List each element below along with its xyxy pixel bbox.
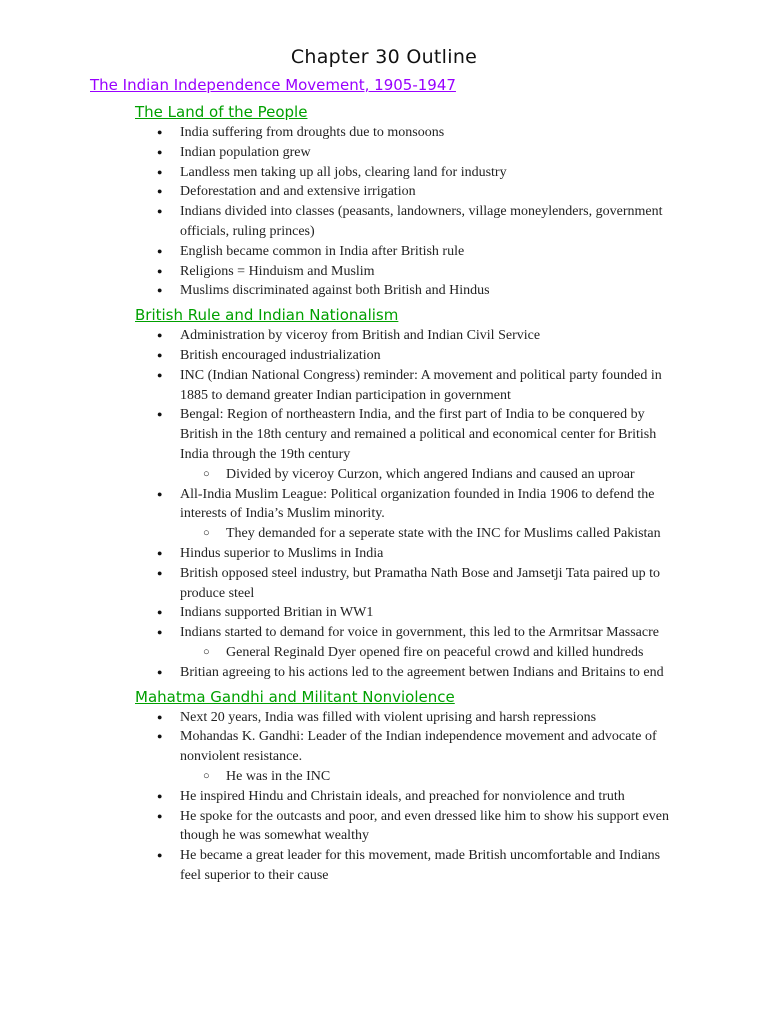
section-heading: Mahatma Gandhi and Militant Nonviolence <box>135 687 455 706</box>
section-heading: British Rule and Indian Nationalism <box>135 306 399 325</box>
list-item: ● English became common in India after British rule <box>180 242 680 262</box>
bullet-list <box>0 708 768 886</box>
section-heading: The Land of the People <box>135 103 308 121</box>
list-item: ● Religions = Hinduism and Muslim <box>180 262 680 282</box>
list-item: ● Hindus superior to Muslims in India <box>180 544 680 564</box>
sub-list-item: ○ They demanded for a seperate state with the INC for Muslims called Pakistan <box>226 524 686 544</box>
bullet-list <box>0 326 768 682</box>
list-item: ● British encouraged industrialization <box>180 346 680 366</box>
sub-list-item: ○ He was in the INC <box>226 767 686 787</box>
list-item: ● Indians started to demand for voice in government, this led to the Armritsar Massacre <box>180 623 680 643</box>
section-gandhi <box>0 686 768 886</box>
list-item: ● All-India Muslim League: Political organization founded in India 1906 to defend the interests of India’s Muslim minority. <box>180 485 680 525</box>
list-item: ● Muslims discriminated against both British and Hindus <box>180 281 680 301</box>
list-item: ● Indians supported Britian in WW1 <box>180 603 680 623</box>
list-item: ● Mohandas K. Gandhi: Leader of the Indian independence movement and advocate of nonviolent resistance. <box>180 727 680 767</box>
list-item: ● He became a great leader for this movement, made British uncomfortable and Indians feel superior to their cause <box>180 846 680 886</box>
list-item: ● INC (Indian National Congress) reminder: A movement and political party founded in 1885 to demand greater Indian participation in government <box>180 366 680 406</box>
sub-list-item: ○ Divided by viceroy Curzon, which angered Indians and caused an uproar <box>226 465 686 485</box>
section-british-rule <box>0 304 768 682</box>
bullet-list <box>0 123 768 301</box>
sub-list-item: ○ General Reginald Dyer opened fire on peaceful crowd and killed hundreds <box>226 643 686 663</box>
main-heading: The Indian Independence Movement, 1905-1947 <box>90 76 456 94</box>
list-item: ● He spoke for the outcasts and poor, and even dressed like him to show his support even though he was somewhat wealthy <box>180 807 680 847</box>
list-item: ● Bengal: Region of northeastern India, and the first part of India to be conquered by British in the 18th century and remained a political and economical center for British India through the 19th century <box>180 405 680 464</box>
list-item: ● Landless men taking up all jobs, clearing land for industry <box>180 163 680 183</box>
list-item: ● Britian agreeing to his actions led to the agreement betwen Indians and Britains to end <box>180 663 680 683</box>
list-item: ● Indian population grew <box>180 143 680 163</box>
list-item: ● Indians divided into classes (peasants, landowners, village moneylenders, government officials, ruling princes) <box>180 202 680 242</box>
list-item: ● Administration by viceroy from British and Indian Civil Service <box>180 326 680 346</box>
list-item: ● He inspired Hindu and Christain ideals, and preached for nonviolence and truth <box>180 787 680 807</box>
list-item: ● British opposed steel industry, but Pramatha Nath Bose and Jamsetji Tata paired up to produce steel <box>180 564 680 604</box>
list-item: ● Next 20 years, India was filled with violent uprising and harsh repressions <box>180 708 680 728</box>
section-land-of-the-people <box>0 101 768 301</box>
list-item: ● India suffering from droughts due to monsoons <box>180 123 680 143</box>
page-title: Chapter 30 Outline <box>290 46 478 68</box>
list-item: ● Deforestation and and extensive irrigation <box>180 182 680 202</box>
